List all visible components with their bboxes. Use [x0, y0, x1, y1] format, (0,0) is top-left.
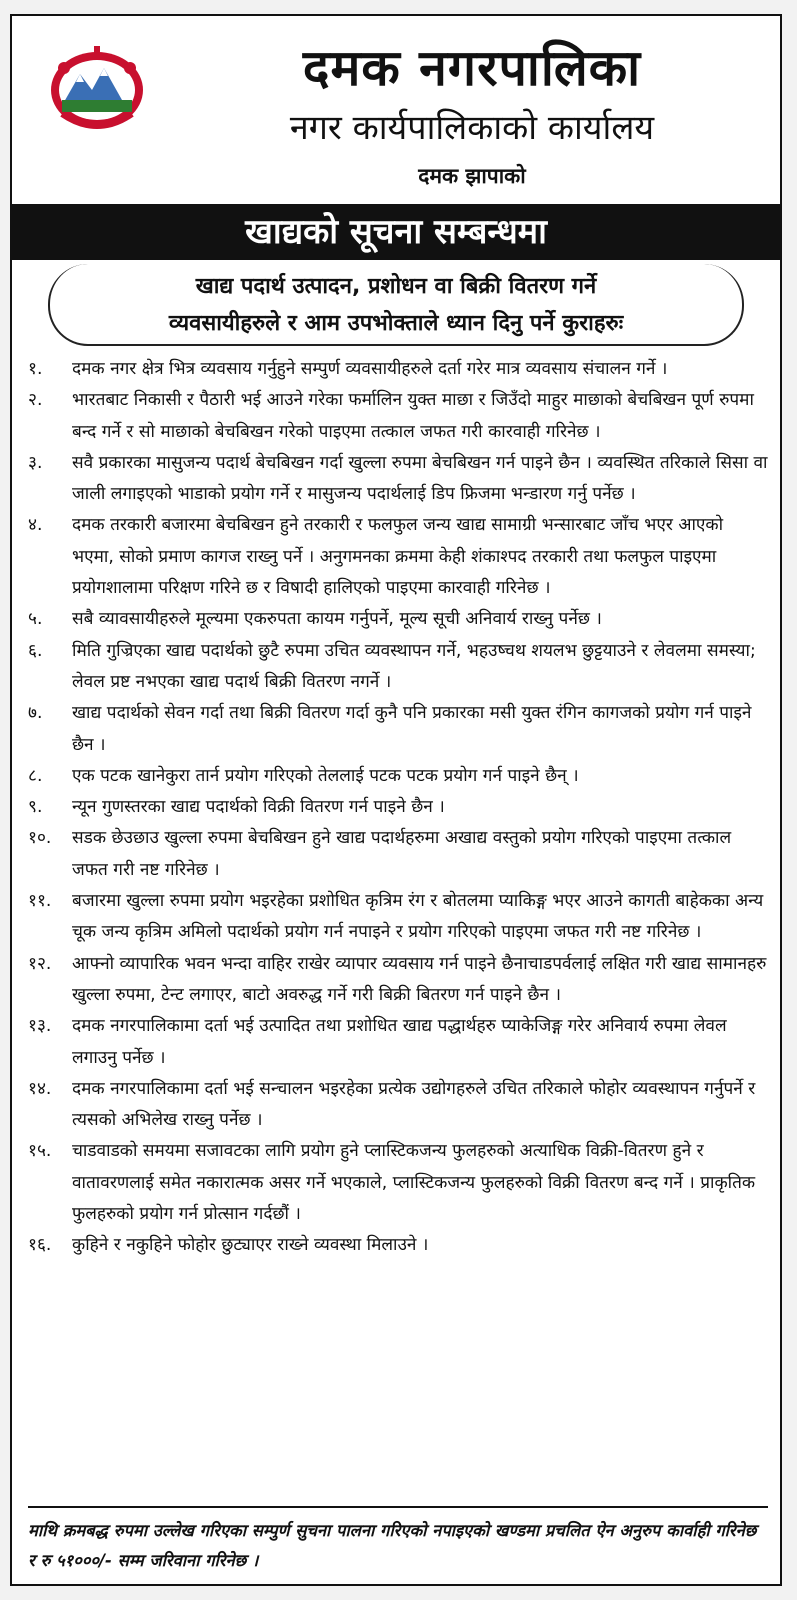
- item-text: न्यून गुणस्तरका खाद्य पदार्थको विक्री वितरण गर्न पाइने छैन ।: [72, 797, 445, 818]
- subheading-line-1: खाद्य पदार्थ उत्पादन, प्रशोधन वा बिक्री वितरण गर्ने: [195, 274, 597, 299]
- page-title: दमक नगरपालिका: [302, 39, 642, 97]
- item-number: १२.: [28, 953, 52, 974]
- office-subtitle: नगर कार्यपालिकाको कार्यालय: [289, 108, 655, 148]
- list-item: [28, 823, 768, 886]
- list-item: [28, 1230, 768, 1261]
- list-item: [28, 385, 768, 448]
- item-text: सवै प्रकारका मासुजन्य पदार्थ बेचबिखन गर्दा खुल्ला रुपमा बेचबिखन गर्न पाइने छैन । व्यवस्थित तरिकाले सिसा वा जाली लगाइएको भाडाको प्रयोग गर्ने र मासुजन्य पदार्थलाई डिप फ्रिजमा भन्डारण गर्नु पर्नेछ ।: [72, 452, 768, 505]
- list-item: [28, 792, 768, 823]
- item-text: दमक नगर क्षेत्र भित्र व्यवसाय गर्नुहुने सम्पुर्ण व्यवसायीहरुले दर्ता गरेर मात्र व्यवसाय संचालन गर्ने ।: [72, 359, 668, 379]
- notice-banner: खाद्यको सूचना सम्बन्धमा: [12, 204, 780, 260]
- list-item: [28, 1136, 768, 1230]
- item-text: चाडवाडको समयमा सजावटका लागि प्रयोग हुने प्लास्टिकजन्य फुलहरुको अत्याधिक विक्री-वितरण हुने र वातावरणलाई समेत नकारात्मक असर गर्ने भएकाले, प्लास्टिकजन्य फुलहरुको विक्री वितरण बन्द गर्ने । प्राकृतिक फुलहरुको प्रयोग गर्न प्रोत्सान गर्दछौं ।: [72, 1141, 756, 1225]
- subheading-line-2: व्यवसायीहरुले र आम उपभोक्ताले ध्यान दिनु पर्ने कुराहरुः: [168, 311, 624, 336]
- list-item: [28, 636, 768, 699]
- list-item: [28, 1074, 768, 1137]
- notice-items-list: [28, 354, 768, 1262]
- item-text: मिति गुज्रिएका खाद्य पदार्थको छुटै रुपमा उचित व्यवस्थापन गर्ने, भहउष्चथ शयलभ छुट्टयाउने र लेवलमा समस्या; लेवल प्रष्ट नभएका खाद्य पदार्थ बिक्री वितरण नगर्ने ।: [72, 640, 756, 692]
- item-number: १३.: [28, 1016, 52, 1037]
- item-text: एक पटक खानेकुरा तार्न प्रयोग गरिएको तेललाई पटक पटक प्रयोग गर्न पाइने छैन् ।: [72, 765, 579, 786]
- item-text: दमक नगरपालिकामा दर्ता भई सन्चालन भइरहेका प्रत्येक उद्योगहरुले उचित तरिकाले फोहोर व्यवस्थापन गर्नुपर्ने र त्यसको अभिलेख राख्नु पर्नेछ ।: [72, 1078, 756, 1131]
- item-text: आफ्नो व्यापारिक भवन भन्दा वाहिर राखेर व्यापार व्यवसाय गर्न पाइने छैनाचाडपर्वलाई लक्षित गरी खाद्य सामानहरु खुल्ला रुपमा, टेन्ट लगाएर, बाटो अवरुद्ध गर्ने गरी बिक्री बितरण गर्न पाइने छैन ।: [72, 953, 767, 1005]
- item-text: सडक छेउछाउ खुल्ला रुपमा बेचबिखन हुने खाद्य पदार्थहरुमा अखाद्य वस्तुको प्रयोग गरिएको पाइएमा तत्काल जफत गरी नष्ट गरिनेछ ।: [72, 828, 732, 880]
- list-item: [28, 761, 768, 792]
- penalty-footer-note: माथि क्रमबद्ध रुपमा उल्लेख गरिएका सम्पुर्ण सुचना पालना गरिएको नपाइएको खण्डमा प्रचलित ऐन अनुरुप कार्वाही गरिनेछ र रु ५१०००/- सम्म जरिवाना गरिनेछ ।: [28, 1506, 768, 1576]
- item-number: ३.: [28, 452, 43, 473]
- item-number: ४.: [28, 515, 43, 536]
- item-number: ९.: [28, 797, 43, 818]
- item-number: ११.: [28, 891, 52, 912]
- item-number: १६.: [28, 1235, 52, 1256]
- notice-sheet: [10, 14, 782, 1586]
- item-number: १०.: [28, 828, 52, 849]
- list-item: [28, 604, 768, 635]
- list-item: [28, 354, 768, 385]
- item-number: ५.: [28, 609, 43, 630]
- item-number: १४.: [28, 1078, 52, 1099]
- list-item: [28, 698, 768, 761]
- item-text: सबै व्यावसायीहरुले मूल्यमा एकरुपता कायम गर्नुपर्ने, मूल्य सूची अनिवार्य राख्नु पर्नेछ ।: [72, 609, 602, 630]
- item-number: १.: [28, 359, 43, 379]
- list-item: [28, 949, 768, 1012]
- list-item: [28, 448, 768, 511]
- item-text: दमक नगरपालिकामा दर्ता भई उत्पादित तथा प्रशोधित खाद्य पद्धार्थहरु प्याकेजिङ्ग गरेर अनिवार्य रुपमा लेवल लगाउनु पर्नेछ ।: [72, 1016, 727, 1068]
- item-number: ७.: [28, 703, 43, 724]
- item-text: कुहिने र नकुहिने फोहोर छुट्याएर राख्ने व्यवस्था मिलाउने ।: [72, 1235, 429, 1256]
- item-text: भारतबाट निकासी र पैठारी भई आउने गरेका फर्मालिन युक्त माछा र जिउँदो माहुर माछाको बेचबिखन पूर्ण रुपमा बन्द गर्ने र सो माछाको बेचबिखन गरेको पाइएमा तत्काल जफत गरी कारवाही गरिनेछ ।: [72, 390, 754, 442]
- item-number: ६.: [28, 640, 43, 661]
- item-text: दमक तरकारी बजारमा बेचबिखन हुने तरकारी र फलफुल जन्य खाद्य सामाग्री भन्सारबाट जाँच भएर आएको भएमा, सोको प्रमाण कागज राख्नु पर्ने । अनुगमनका क्रममा केही शंकाश्पद तरकारी तथा फलफुल पाइएमा प्रयोगशालामा परिक्षण गरिने छ र विषादी हालिएको पाइएमा कारवाही गरिनेछ ।: [72, 515, 724, 599]
- list-item: [28, 510, 768, 604]
- list-item: [28, 886, 768, 949]
- list-item: [28, 1011, 768, 1074]
- office-place: दमक झापाको: [418, 164, 526, 188]
- item-number: २.: [28, 390, 43, 411]
- municipality-emblem-icon: [42, 42, 152, 132]
- notice-subheading: [48, 264, 744, 346]
- item-number: १५.: [28, 1141, 52, 1162]
- item-number: ८.: [28, 765, 43, 786]
- item-text: खाद्य पदार्थको सेवन गर्दा तथा बिक्री वितरण गर्दा कुनै पनि प्रकारका मसी युक्त रंगिन कागजको प्रयोग गर्न पाइने छैन ।: [72, 703, 752, 755]
- item-text: बजारमा खुल्ला रुपमा प्रयोग भइरहेका प्रशोधित कृत्रिम रंग र बोतलमा प्याकिङ्ग भएर आउने कागती बाहेकका अन्य चूक जन्य कृत्रिम अमिलो पदार्थको प्रयोग गर्न नपाइने र प्रयोग गरिएको पाइएमा जफत गरी नष्ट गरिनेछ ।: [72, 891, 764, 943]
